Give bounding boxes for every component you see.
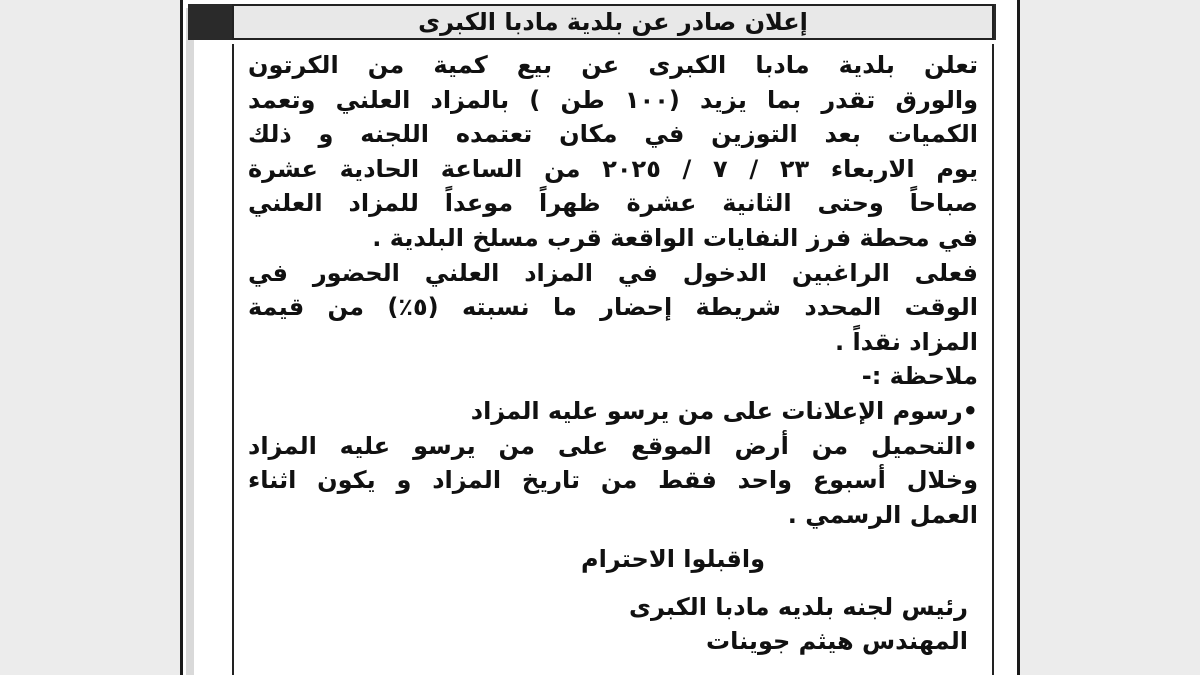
body-line-6: في محطة فرز النفايات الواقعة قرب مسلخ البلدية . — [372, 223, 978, 252]
signature-title: رئيس لجنه بلديه مادبا الكبرى — [629, 593, 968, 622]
body-line-3: الكميات بعد التوزين في مكان تعتمده اللجنه و ذلك — [248, 120, 978, 149]
body-line-1: تعلن بلدية مادبا الكبرى عن بيع كمية من الكرتون — [248, 51, 978, 79]
body-line-2: والورق تقدر بما يزيد (١٠٠ طن ) بالمزاد العلني وتعمد — [248, 85, 979, 114]
body-line-8: الوقت المحدد شريطة إحضار ما نسبته (٥٪) من قيمة — [248, 293, 978, 322]
note-line-4: العمل الرسمي . — [787, 500, 978, 529]
body-line-5: صباحاً وحتى الثانية عشرة ظهراً موعداً للمزاد العلني — [248, 189, 978, 218]
right-margin — [1020, 0, 1200, 675]
left-margin — [0, 0, 180, 675]
announcement-title: إعلان صادر عن بلدية مادبا الكبرى — [418, 8, 808, 36]
note-line-3: وخلال أسبوع واحد فقط من تاريخ المزاد و يكون اثناء — [248, 466, 978, 495]
body-line-7: فعلى الراغبين الدخول في المزاد العلني الحضور في — [248, 258, 978, 287]
body-line-4: يوم الاربعاء ٢٣ / ٧ / ٢٠٢٥ من الساعة الحادية عشرة — [248, 154, 978, 183]
body-line-9: المزاد نقداً . — [834, 327, 978, 356]
announcement-body — [232, 44, 994, 675]
note-line-2: •التحميل من أرض الموقع على من يرسو عليه المزاد — [248, 431, 978, 460]
announcement-header — [232, 4, 994, 40]
signature-name: المهندس هيثم جوينات — [706, 627, 968, 656]
frame-left-strip — [186, 8, 194, 675]
note-heading: ملاحظة :- — [861, 362, 978, 391]
note-line-1: •رسوم الإعلانات على من يرسو عليه المزاد — [470, 396, 978, 425]
closing-line: واقبلوا الاحترام — [580, 545, 766, 574]
